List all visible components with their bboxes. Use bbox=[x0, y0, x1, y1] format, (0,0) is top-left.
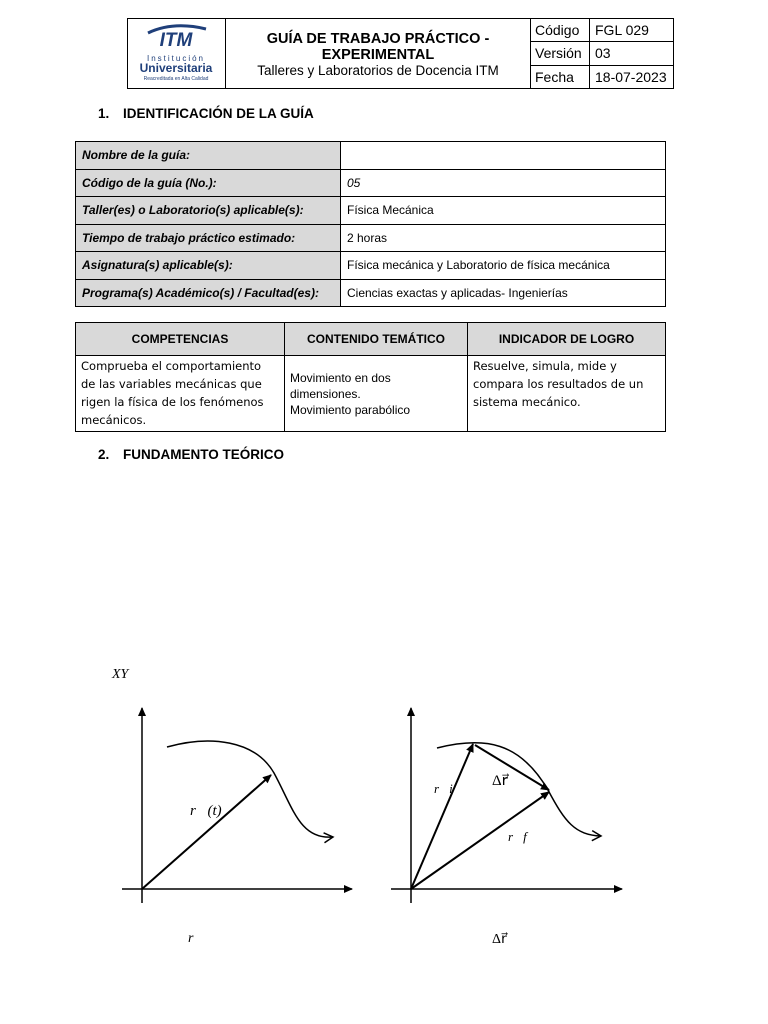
ident-value: Ciencias exactas y aplicadas- Ingenierías bbox=[341, 279, 666, 307]
logo-line2: Universitaria bbox=[139, 61, 213, 75]
section-2-number: 2. bbox=[98, 447, 110, 462]
ident-label: Taller(es) o Laboratorio(s) aplicable(s): bbox=[76, 197, 341, 225]
logo-brand: ITM bbox=[159, 30, 193, 51]
final-vector-label: r⃗f bbox=[508, 829, 527, 844]
ident-label: Asignatura(s) aplicable(s): bbox=[76, 252, 341, 280]
left-trajectory-curve bbox=[167, 741, 333, 837]
meta-value-codigo: FGL 029 bbox=[590, 19, 674, 42]
meta-label-codigo: Código bbox=[531, 19, 590, 42]
meta-value-fecha: 18-07-2023 bbox=[590, 65, 674, 88]
logo-line3: Reacreditada en Alta Calidad bbox=[143, 76, 209, 82]
ident-label: Código de la guía (No.): bbox=[76, 169, 341, 197]
section-1-title: IDENTIFICACIÓN DE LA GUÍA bbox=[123, 106, 314, 121]
caption-right: Δr⃗ bbox=[492, 932, 507, 947]
meta-label-fecha: Fecha bbox=[531, 65, 590, 88]
indicador-cell: Resuelve, simula, mide y compara los resultados de un sistema mecánico. bbox=[468, 356, 666, 432]
meta-label-version: Versión bbox=[531, 42, 590, 65]
displacement-label: Δr⃗ bbox=[492, 773, 508, 789]
ident-value: 2 horas bbox=[341, 224, 666, 252]
column-header-contenido: CONTENIDO TEMÁTICO bbox=[285, 323, 468, 356]
right-diagram bbox=[391, 708, 622, 903]
ident-label: Nombre de la guía: bbox=[76, 142, 341, 170]
ident-label: Tiempo de trabajo práctico estimado: bbox=[76, 224, 341, 252]
caption-left: r⃗ bbox=[188, 931, 205, 946]
contenido-line-1: Movimiento en dos dimensiones. bbox=[290, 370, 391, 401]
contenido-line-2: Movimiento parabólico bbox=[290, 402, 411, 417]
ident-value: Física Mecánica bbox=[341, 197, 666, 225]
position-vector-arrow bbox=[142, 775, 271, 889]
document-title: GUÍA DE TRABAJO PRÁCTICO - EXPERIMENTAL bbox=[266, 31, 490, 63]
meta-value-version: 03 bbox=[590, 42, 674, 65]
section-2-title: FUNDAMENTO TEÓRICO bbox=[123, 447, 285, 462]
plane-label: XY bbox=[112, 667, 129, 682]
left-diagram bbox=[122, 708, 352, 903]
initial-vector-label: r⃗i bbox=[434, 781, 453, 796]
column-header-indicador: INDICADOR DE LOGRO bbox=[468, 323, 666, 356]
position-vector-label: r⃗(t) bbox=[190, 803, 222, 819]
document-subtitle: Talleres y Laboratorios de Docencia ITM bbox=[257, 63, 499, 78]
section-1-number: 1. bbox=[98, 106, 110, 121]
right-trajectory-curve bbox=[437, 743, 601, 836]
logo-line1: Institución bbox=[146, 54, 206, 63]
ident-value: Física mecánica y Laboratorio de física mecánica bbox=[341, 252, 666, 280]
competencia-cell: Comprueba el comportamiento de las variables mecánicas que rigen la física de los fenómenos mecánicos. bbox=[76, 356, 285, 432]
column-header-competencias: COMPETENCIAS bbox=[76, 323, 285, 356]
ident-label: Programa(s) Académico(s) / Facultad(es): bbox=[76, 279, 341, 307]
ident-value: 05 bbox=[341, 169, 666, 197]
